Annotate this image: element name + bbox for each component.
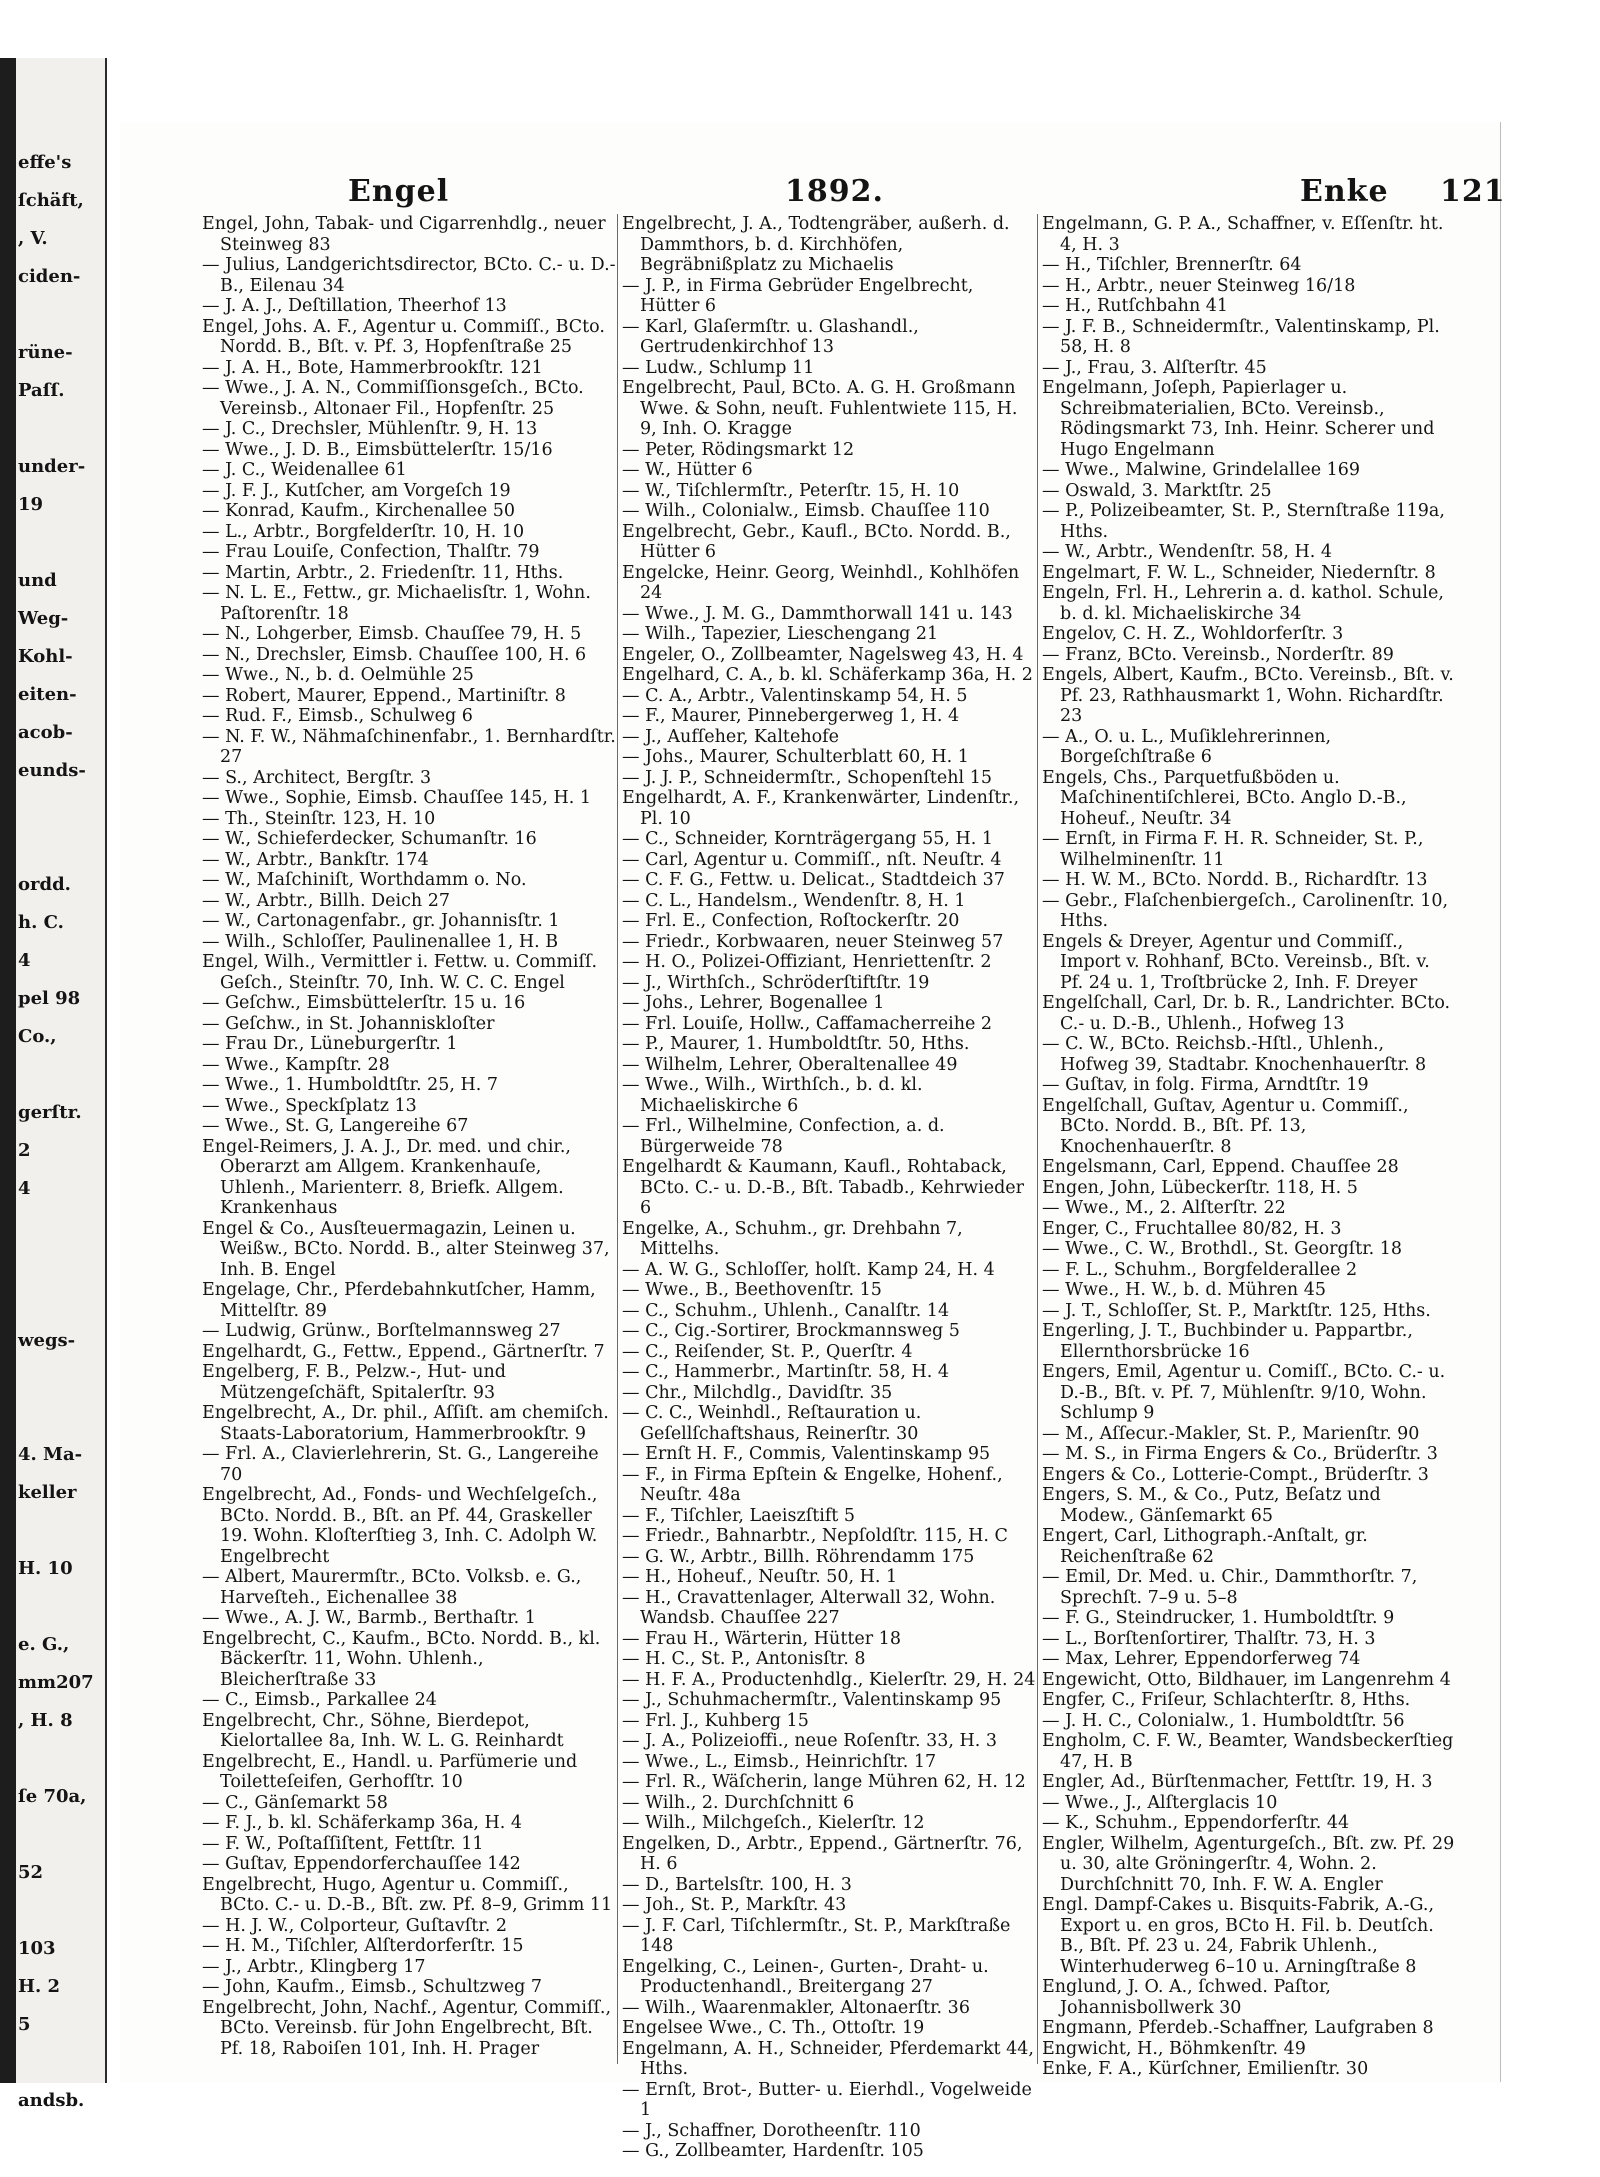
directory-entry: Engelbrecht, A., Dr. phil., Aſſiſt. am chemiſch. Staats-Laboratorium, Hammerbrookſtr. 9 [202,1403,609,1444]
directory-entry: Enger, C., Fruchtallee 80/82, H. 3 [1042,1218,1342,1239]
directory-entry: — Gebr., Flaſchenbiergeſch., Carolinenſtr. 10, Hths. [1042,890,1449,931]
previous-page-line: wegs- [18,1330,76,1351]
directory-entry: — H. O., Polizei-Offiziant, Henriettenſtr. 2 [622,952,992,972]
directory-entry: — Julius, Landgerichtsdirector, BCto. C.- u. D.-B., Eilenau 34 [202,255,616,296]
directory-entry: — Wilhelm, Lehrer, Oberaltenallee 49 [622,1054,958,1075]
directory-entry: — J. F. Carl, Tiſchlermſtr., St. P., Markſtraße 148 [622,1915,1011,1956]
previous-page-line: H. 2 [18,1976,61,1997]
directory-entry: — W., Arbtr., Wendenſtr. 58, H. 4 [1042,542,1333,562]
directory-entry: Engen, John, Lübeckerſtr. 118, H. 5 [1042,1177,1358,1198]
directory-entry: — Albert, Maurermſtr., BCto. Volksb. e. G., Harveſteh., Eichenallee 38 [202,1567,582,1608]
directory-entry: Engelmann, A. H., Schneider, Pferdemarkt 44, Hths. [622,2038,1034,2079]
directory-entry: — Ludwig, Grünw., Borſtelmannsweg 27 [202,1321,561,1341]
directory-entry: — Wwe., Sophie, Eimsb. Chauſſee 145, H. 1 [202,788,592,808]
column-2 [622,214,1037,2161]
page-number: 121 [1440,174,1506,209]
directory-page [120,122,1506,2161]
directory-entry: — Wwe., St. G, Langereihe 67 [202,1116,469,1136]
directory-entry: Engelbrecht, John, Nachf., Agentur, Commiſſ., BCto. Vereinsb. für John Engelbrecht, Bſt. Pf. 18, Raboiſen 101, Inh. H. Prager [202,1997,612,2059]
directory-entry: — F. W., Poſtaſſiſtent, Fettſtr. 11 [202,1833,484,1854]
directory-entry: — Robert, Maurer, Eppend., Martiniſtr. 8 [202,685,566,706]
directory-entry: — J., Arbtr., Klingberg 17 [202,1956,426,1977]
previous-page-line: Weg- [18,608,69,629]
directory-entry: — Th., Steinſtr. 123, H. 10 [202,808,436,829]
previous-page-line: , V. [18,228,48,249]
directory-entry: — C. F. G., Fettw. u. Delicat., Stadtdeich 37 [622,870,1005,890]
directory-entry: — Rud. F., Eimsb., Schulweg 6 [202,706,473,726]
directory-entry: — J. A., Polizeioffi., neue Roſenſtr. 33, H. 3 [622,1731,998,1751]
directory-entry: Engeln, Frl. H., Lehrerin a. d. kathol. Schule, b. d. kl. Michaeliskirche 34 [1042,583,1444,624]
directory-entry: — Wilh., Milchgeſch., Kielerſtr. 12 [622,1813,925,1833]
directory-entry: — J., Aufſeher, Kaltehofe [622,726,839,747]
directory-entry: — Wwe., J. A. N., Commiſſionsgeſch., BCto. Vereinsb., Altonaer Fil., Hopfenſtr. 25 [202,378,584,419]
page-header [120,122,1506,212]
directory-entry: Engelke, A., Schuhm., gr. Drehbahn 7, Mittelhs. [622,1218,963,1259]
directory-entry: — Frau Dr., Lüneburgerſtr. 1 [202,1034,458,1054]
directory-entry: — A., O. u. L., Muſiklehrerinnen, Borgeſchſtraße 6 [1042,726,1332,767]
header-left-word: Engel [348,174,450,209]
directory-entry: — W., Cartonagenfabr., gr. Johannisſtr. 1 [202,911,560,931]
directory-entry: — Chr., Milchdlg., Davidſtr. 35 [622,1382,893,1403]
directory-entry: Engelbrecht, Paul, BCto. A. G. H. Großmann Wwe. & Sohn, neuſt. Fuhlentwiete 115, H. 9, Inh. O. Kragge [622,378,1018,439]
directory-entry: Engelsmann, Carl, Eppend. Chauſſee 28 [1042,1157,1399,1177]
directory-entry: Engelbrecht, Chr., Söhne, Bierdepot, Kielortallee 8a, Inh. W. L. G. Reinhardt [202,1710,564,1751]
directory-entry: — Karl, Glaſermſtr. u. Glashandl., Gertrudenkirchhof 13 [622,316,919,357]
directory-entry: — Frl. E., Confection, Roſtockerſtr. 20 [622,911,960,931]
directory-entry: — D., Bartelsſtr. 100, H. 3 [622,1874,852,1895]
directory-entry: — Frl. A., Clavierlehrerin, St. G., Langereihe 70 [202,1444,599,1485]
directory-entry: Engelking, C., Leinen-, Gurten-, Draht- u. Productenhandl., Breitergang 27 [622,1956,989,1997]
header-right-word: Enke [1300,174,1389,209]
previous-page-line: acob- [18,722,73,743]
directory-entry: — M., Aſſecur.-Makler, St. P., Marienſtr. 90 [1042,1423,1420,1444]
directory-entry: Engelmart, F. W. L., Schneider, Niedernſtr. 8 [1042,562,1436,583]
directory-entry: Engel, John, Tabak- und Cigarrenhdlg., neuer Steinweg 83 [202,214,606,255]
directory-entry: — Wwe., J. D. B., Eimsbüttelerſtr. 15/16 [202,439,553,460]
previous-page-line: 52 [18,1862,44,1883]
directory-entry: Engerling, J. T., Buchbinder u. Pappartbr., Ellernthorsbrücke 16 [1042,1321,1413,1362]
directory-entry: — C. C., Weinhdl., Reſtauration u. Geſellſchaftshaus, Reinerſtr. 30 [622,1403,922,1444]
directory-entry: — W., Schieferdecker, Schumanſtr. 16 [202,829,537,849]
directory-entry: — W., Hütter 6 [622,460,753,480]
directory-entry: — N., Drechsler, Eimsb. Chauſſee 100, H. 6 [202,644,587,665]
directory-entry: — John, Kaufm., Eimsb., Schultzweg 7 [202,1977,543,1997]
previous-page-line: Paſſ. [18,380,65,401]
directory-entry: Engel-Reimers, J. A. J., Dr. med. und chir., Oberarzt am Allgem. Krankenhauſe, Uhlenh., Marienterr. 8, Briefk. Allgem. Krankenhaus [202,1136,571,1218]
directory-entry: Engl. Dampf-Cakes u. Bisquits-Fabrik, A.-G., Export u. en gros, BCto H. Fil. b. Deutſch. B., Bſt. Pf. 23 u. 24, Fabrik Uhlenh., Winterhuderweg 6–10 u. Arningſtraße 8 [1042,1895,1435,1977]
previous-page-line: keller [18,1482,77,1503]
directory-entry: — C., Hammerbr., Martinſtr. 58, H. 4 [622,1362,950,1382]
previous-page-line: gerſtr. [18,1102,82,1123]
previous-page-line: mm207 [18,1672,94,1693]
directory-entry: Engler, Wilhelm, Agenturgeſch., Bſt. zw. Pf. 29 u. 30, alte Gröningerſtr. 4, Wohn. 2. Durchſchnitt 70, Inh. F. W. A. Engler [1042,1833,1455,1895]
directory-entry: — Wilh., Waarenmakler, Altonaerſtr. 36 [622,1997,970,2018]
directory-entry: Engels & Dreyer, Agentur und Commiſſ., Import v. Rohhanf, BCto. Vereinsb., Bſt. v. Pf. 24 u. 1, Troſtbrücke 2, Inh. F. Dreyer [1042,931,1430,993]
directory-entry: — F., Tiſchler, Laeiszſtift 5 [622,1505,856,1526]
directory-entry: Engelov, C. H. Z., Wohldorferſtr. 3 [1042,624,1344,644]
directory-entry: Enke, F. A., Kürſchner, Emilienſtr. 30 [1042,2059,1369,2079]
directory-entry: — Frl. Louiſe, Hollw., Caffamacherreihe 2 [622,1013,993,1034]
directory-entry: — C., Gänſemarkt 58 [202,1792,388,1813]
directory-entry: — Wwe., 1. Humboldtſtr. 25, H. 7 [202,1075,499,1095]
directory-entry: — W., Maſchiniſt, Worthdamm o. No. [202,870,527,890]
previous-page-line: pel 98 [18,988,81,1009]
directory-entry: — Wilh., 2. Durchſchnitt 6 [622,1792,855,1813]
directory-entry: — F., Maurer, Pinnebergerweg 1, H. 4 [622,706,960,726]
directory-entry: — F. G., Steindrucker, 1. Humboldtſtr. 9 [1042,1608,1395,1628]
previous-page-line: h. C. [18,912,64,933]
previous-page-line: Co., [18,1026,57,1047]
directory-entry: Engler, Ad., Bürſtenmacher, Fettſtr. 19, H. 3 [1042,1772,1433,1792]
directory-entry: — Emil, Dr. Med. u. Chir., Dammthorſtr. 7, Sprechſt. 7–9 u. 5–8 [1042,1567,1418,1608]
column-3 [1042,214,1457,2079]
directory-entry: Engelhard, C. A., b. kl. Schäferkamp 36a, H. 2 [622,665,1033,685]
directory-entry: Engert, Carl, Lithograph.-Anſtalt, gr. Reichenſtraße 62 [1042,1526,1368,1567]
previous-page-line: und [18,570,57,591]
directory-entry: — C., Reiſender, St. P., Querſtr. 4 [622,1341,913,1362]
directory-entry: — Franz, BCto. Vereinsb., Norderſtr. 89 [1042,644,1394,665]
directory-entry: — Ernſt H. F., Commis, Valentinskamp 95 [622,1444,991,1464]
previous-page-line: ciden- [18,266,81,287]
directory-entry: — Peter, Rödingsmarkt 12 [622,439,855,460]
directory-entry: Engels, Albert, Kaufm., BCto. Vereinsb., Bſt. v. Pf. 23, Rathhausmarkt 1, Wohn. Richardſtr. 23 [1042,665,1454,726]
directory-entry: — Max, Lehrer, Eppendorferweg 74 [1042,1649,1361,1669]
directory-entry: — H. W. M., BCto. Nordd. B., Richardſtr. 13 [1042,870,1428,890]
directory-entry: — Geſchw., Eimsbüttelerſtr. 15 u. 16 [202,993,526,1013]
directory-entry: Engelberg, F. B., Pelzw.-, Hut- und Mützengeſchäft, Spitalerſtr. 93 [202,1362,506,1403]
directory-entry: — N., Lohgerber, Eimsb. Chauſſee 79, H. 5 [202,624,582,644]
directory-entry: — Wwe., Speckſplatz 13 [202,1095,417,1116]
directory-entry: — F., in Firma Epſtein & Engelke, Hohenf., Neuſtr. 48a [622,1464,1003,1505]
directory-entry: — F. L., Schuhm., Borgfelderallee 2 [1042,1259,1358,1280]
directory-entry: Engeler, O., Zollbeamter, Nagelsweg 43, H. 4 [622,644,1024,665]
directory-entry: — Wwe., M., 2. Alſterſtr. 22 [1042,1198,1286,1218]
directory-entry: — J., Schaffner, Dorotheenſtr. 110 [622,2120,921,2141]
directory-entry: — Guſtav, Eppendorferchauſſee 142 [202,1854,521,1874]
directory-entry: — P., Polizeibeamter, St. P., Sternſtraße 119a, Hths. [1042,501,1445,542]
directory-entry: — H. F. A., Productenhdlg., Kielerſtr. 29, H. 24 [622,1669,1036,1690]
previous-page-line: eunds- [18,760,86,781]
directory-entry: — J., Wirthſch., Schröderſtiftſtr. 19 [622,972,930,993]
directory-entry: Engelbrecht, Ad., Fonds- und Wechſelgeſch., BCto. Nordd. B., Bſt. an Pf. 44, Graskeller 19. Wohn. Kloſterſtieg 3, Inh. C. Adolph W. Engelbrecht [202,1485,598,1567]
directory-entry: — J. C., Drechsler, Mühlenſtr. 9, H. 13 [202,419,538,439]
directory-entry: — Friedr., Korbwaaren, neuer Steinweg 57 [622,931,1004,952]
directory-entry: — Johs., Maurer, Schulterblatt 60, H. 1 [622,747,969,767]
directory-entry: Engers, Emil, Agentur u. Comiſſ., BCto. C.- u. D.-B., Bſt. v. Pf. 7, Mühlenſtr. 9/10, Wohn. Schlump 9 [1042,1362,1446,1423]
directory-entry: — J. F. J., Kutſcher, am Vorgeſch 19 [202,480,511,501]
directory-entry: Engelage, Chr., Pferdebahnkutſcher, Hamm, Mittelſtr. 89 [202,1280,596,1321]
previous-page-line: 2 [18,1140,31,1161]
directory-entry: Engwicht, H., Böhmkenſtr. 49 [1042,2038,1306,2059]
directory-entry: — Carl, Agentur u. Commiſſ., nſt. Neuſtr. 4 [622,849,1002,870]
directory-entry: — J., Frau, 3. Alſterſtr. 45 [1042,357,1267,378]
directory-entry: — Wwe., L., Eimsb., Heinrichſtr. 17 [622,1751,937,1772]
directory-entry: Engelhardt & Kaumann, Kaufl., Rohtaback, BCto. C.- u. D.-B., Bſt. Tabadb., Kehrwieder 6 [622,1157,1025,1218]
previous-page-line: H. 10 [18,1558,73,1579]
directory-entry: — H., Arbtr., neuer Steinweg 16/18 [1042,275,1356,296]
directory-entry: — C., Eimsb., Parkallee 24 [202,1690,437,1710]
previous-page-line: under- [18,456,86,477]
directory-entry: — C. A., Arbtr., Valentinskamp 54, H. 5 [622,685,968,706]
previous-page-line: 19 [18,494,44,515]
directory-entry: — C. W., BCto. Reichsb.-Hſtl., Uhlenh., Hofweg 39, Stadtabr. Knochenhauerſtr. 8 [1042,1034,1427,1075]
directory-entry: — M. S., in Firma Engers & Co., Brüderſtr. 3 [1042,1444,1438,1464]
previous-page-line: ſe 70a, [18,1786,87,1807]
directory-entry: Engel & Co., Ausſteuermagazin, Leinen u. Weißw., BCto. Nordd. B., alter Steinweg 37, Inh. B. Engel [202,1218,610,1280]
directory-entry: — H., Cravattenlager, Alterwall 32, Wohn. Wandsb. Chauſſee 227 [622,1587,996,1628]
directory-entry: Engelhardt, G., Fettw., Eppend., Gärtnerſtr. 7 [202,1341,605,1362]
directory-entry: Engelsee Wwe., C. Th., Ottoſtr. 19 [622,2018,925,2038]
directory-entry: — J. P., in Firma Gebrüder Engelbrecht, Hütter 6 [622,275,974,316]
directory-entry: — Ernſt, in Firma F. H. R. Schneider, St. P., Wilhelminenſtr. 11 [1042,829,1424,870]
directory-entry: — C., Cig.-Sortirer, Brockmannsweg 5 [622,1321,960,1341]
directory-entry: — C. L., Handelsm., Wendenſtr. 8, H. 1 [622,890,966,911]
directory-entry: — Ludw., Schlump 11 [622,357,815,378]
directory-entry: — Frau Louiſe, Confection, Thalſtr. 79 [202,542,540,562]
directory-entry: — C., Schneider, Kornträgergang 55, H. 1 [622,829,994,849]
previous-page-line: 4. Ma- [18,1444,83,1465]
directory-entry: Engers, S. M., & Co., Putz, Beſatz und Modew., Gänſemarkt 65 [1042,1485,1381,1526]
directory-entry: — S., Architect, Bergſtr. 3 [202,767,432,788]
directory-entry: Engelhardt, A. F., Krankenwärter, Lindenſtr., Pl. 10 [622,788,1020,829]
directory-entry: — Wwe., J., Alſterglacis 10 [1042,1792,1278,1813]
previous-page-line: 4 [18,1178,31,1199]
directory-entry: — Frl., Wilhelmine, Confection, a. d. Bürgerweide 78 [622,1116,945,1157]
directory-entry: — Guſtav, in folg. Firma, Arndtſtr. 19 [1042,1075,1369,1095]
directory-entry: — Wwe., C. W., Brothdl., St. Georgſtr. 18 [1042,1239,1403,1259]
directory-entry: — Joh., St. P., Markſtr. 43 [622,1895,847,1915]
directory-entry: — H., Hoheuf., Neuſtr. 50, H. 1 [622,1567,898,1587]
directory-entry: Engelbrecht, E., Handl. u. Parfümerie und Toiletteſeifen, Gerhofſtr. 10 [202,1751,578,1792]
directory-entry: — G. W., Arbtr., Billh. Röhrendamm 175 [622,1546,975,1567]
directory-entry: — Friedr., Bahnarbtr., Nepſoldſtr. 115, H. C [622,1526,1008,1546]
previous-page-fragment [0,58,107,2111]
previous-page-line: , H. 8 [18,1710,73,1731]
column-divider [617,214,618,2064]
directory-entry: — Oswald, 3. Marktſtr. 25 [1042,480,1272,501]
directory-entry: — C., Schuhm., Uhlenh., Canalſtr. 14 [622,1300,950,1321]
directory-entry: — Wwe., H. W., b. d. Mühren 45 [1042,1280,1327,1300]
directory-entry: — Wilh., Tapezier, Lieschengang 21 [622,624,939,644]
directory-entry: — W., Arbtr., Billh. Deich 27 [202,890,450,911]
directory-entry: — W., Tiſchlermſtr., Peterſtr. 15, H. 10 [622,480,960,501]
directory-entry: — L., Arbtr., Borgfelderſtr. 10, H. 10 [202,521,525,542]
previous-page-line: Kohl- [18,646,73,667]
directory-entry: — J. J. P., Schneidermſtr., Schopenſtehl 15 [622,767,992,788]
directory-entry: — A. W. G., Schloſſer, holſt. Kamp 24, H. 4 [622,1259,995,1280]
directory-entry: Engelbrecht, J. A., Todtengräber, außerh. d. Dammthors, b. d. Kirchhöfen, Begräbnißplatz zu Michaelis [622,214,1010,275]
directory-entry: — Konrad, Kaufm., Kirchenallee 50 [202,501,516,521]
directory-entry: Engel, Wilh., Vermittler i. Fettw. u. Commiſſ. Geſch., Steinſtr. 70, Inh. W. C. C. Engel [202,952,598,993]
directory-entry: — Wilh., Schloſſer, Paulinenallee 1, H. B [202,931,559,952]
directory-entry: Engewicht, Otto, Bildhauer, im Langenrehm 4 [1042,1669,1451,1690]
directory-entry: Engelbrecht, C., Kaufm., BCto. Nordd. B., kl. Bäckerſtr. 11, Wohn. Uhlenh., Bleicherſtraße 33 [202,1628,601,1690]
directory-entry: Engel, Johs. A. F., Agentur u. Commiſſ., BCto. Nordd. B., Bſt. v. Pf. 3, Hopfenſtraße 25 [202,316,605,357]
directory-entry: — Wwe., Wilh., Wirthſch., b. d. kl. Michaeliskirche 6 [622,1075,923,1116]
directory-entry: — G., Zollbeamter, Hardenſtr. 105 [622,2141,924,2161]
directory-entry: — W., Arbtr., Bankſtr. 174 [202,849,429,870]
directory-entry: Engers & Co., Lotterie-Compt., Brüderſtr. 3 [1042,1464,1429,1485]
directory-entry: — J., Schuhmachermſtr., Valentinskamp 95 [622,1690,1002,1710]
directory-entry: Englund, J. O. A., ſchwed. Paſtor, Johannisbollwerk 30 [1042,1977,1331,2018]
directory-entry: Engfer, C., Friſeur, Schlachterſtr. 8, Hths. [1042,1690,1411,1710]
previous-page-line: eiten- [18,684,77,705]
directory-entry: — Martin, Arbtr., 2. Friedenſtr. 11, Hths. [202,562,564,583]
directory-entry: Engmann, Pferdeb.-Schaffner, Laufgraben 8 [1042,2018,1434,2038]
directory-entry: — P., Maurer, 1. Humboldtſtr. 50, Hths. [622,1034,970,1054]
previous-page-line: 4 [18,950,31,971]
directory-entry: — Wwe., A. J. W., Barmb., Berthaſtr. 1 [202,1608,536,1628]
directory-entry: — Wwe., B., Beethovenſtr. 15 [622,1280,882,1300]
directory-entry: — J. A. H., Bote, Hammerbrookſtr. 121 [202,357,543,378]
directory-entry: — H., Tiſchler, Brennerſtr. 64 [1042,255,1302,275]
directory-entry: — H. C., St. P., Antonisſtr. 8 [622,1649,866,1669]
directory-entry: Engelmann, Joſeph, Papierlager u. Schreibmaterialien, BCto. Vereinsb., Rödingsmarkt 73, Inh. Heinr. Scherer und Hugo Engelmann [1042,378,1435,460]
directory-entry: — N. L. E., Fettw., gr. Michaelisſtr. 1, Wohn. Paſtorenſtr. 18 [202,583,591,624]
directory-entry: — Wwe., N., b. d. Oelmühle 25 [202,665,474,685]
directory-entry: — K., Schuhm., Eppendorferſtr. 44 [1042,1813,1350,1833]
directory-entry: — H. M., Tiſchler, Alſterdorferſtr. 15 [202,1936,524,1956]
directory-entry: Engels, Chs., Parquetfußböden u. Maſchinentiſchlerei, BCto. Anglo D.-B., Hoheuf., Neuſtr. 34 [1042,767,1407,829]
directory-entry: Engelcke, Heinr. Georg, Weinhdl., Kohlhöfen 24 [622,562,1020,603]
directory-entry: Engelſchall, Guſtav, Agentur u. Commiſſ., BCto. Nordd. B., Bſt. Pf. 13, Knochenhauerſtr. 8 [1042,1095,1409,1157]
directory-entry: — Wwe., J. M. G., Dammthorwall 141 u. 143 [622,603,1013,624]
previous-page-line: andsb. [18,2090,85,2111]
directory-entry: — H. J. W., Colporteur, Guſtavſtr. 2 [202,1915,507,1936]
previous-page-line: 103 [18,1938,56,1959]
directory-entry: — Johs., Lehrer, Bogenallee 1 [622,993,885,1013]
previous-page-line: 5 [18,2014,31,2035]
directory-entry: — J. T., Schloſſer, St. P., Marktſtr. 125, Hths. [1042,1300,1431,1321]
directory-entry: — Wilh., Colonialw., Eimsb. Chauſſee 110 [622,501,990,521]
column-divider [1037,214,1038,2064]
directory-entry: — L., Borſtenſortirer, Thalſtr. 73, H. 3 [1042,1628,1376,1649]
directory-entry: Engelken, D., Arbtr., Eppend., Gärtnerſtr. 76, H. 6 [622,1833,1023,1874]
directory-entry: — Frl. R., Wäſcherin, lange Mühren 62, H. 12 [622,1772,1026,1792]
directory-entry: — Frau H., Wärterin, Hütter 18 [622,1628,901,1649]
page-edge-shadow [0,58,16,2083]
directory-entry: — N. F. W., Nähmaſchinenfabr., 1. Bernhardſtr. 27 [202,726,616,767]
directory-entry: Engelſchall, Carl, Dr. b. R., Landrichter. BCto. C.- u. D.-B., Uhlenh., Hofweg 13 [1042,993,1451,1034]
directory-entry: — J. A. J., Deſtillation, Theerhof 13 [202,296,507,316]
directory-entry: — J. F. B., Schneidermſtr., Valentinskamp, Pl. 58, H. 8 [1042,316,1440,357]
directory-entry: — Geſchw., in St. Johanniskloſter [202,1013,495,1034]
directory-entry: — F. J., b. kl. Schäferkamp 36a, H. 4 [202,1813,523,1833]
previous-page-line: effe's [18,152,72,173]
directory-entry: — J. H. C., Colonialw., 1. Humboldtſtr. 56 [1042,1710,1405,1731]
directory-entry: — Frl. J., Kuhberg 15 [622,1710,809,1731]
directory-entry: — Wwe., Kampſtr. 28 [202,1054,390,1075]
directory-entry: Engholm, C. F. W., Beamter, Wandsbeckerſtieg 47, H. B [1042,1731,1454,1772]
directory-entry: Engelmann, G. P. A., Schaffner, v. Eſſenſtr. ht. 4, H. 3 [1042,214,1444,255]
directory-entry: — H., Rutſchbahn 41 [1042,296,1229,316]
column-1 [202,214,617,2074]
directory-entry: — Wwe., Malwine, Grindelallee 169 [1042,460,1361,480]
previous-page-line: ſchäft, [18,190,84,211]
header-year: 1892. [785,174,884,209]
directory-entry: — Ernſt, Brot-, Butter- u. Eierhdl., Vogelweide 1 [622,2079,1032,2120]
previous-page-line: rüne- [18,342,73,363]
directory-entry: Engelbrecht, Hugo, Agentur u. Commiſſ., BCto. C.- u. D.-B., Bſt. zw. Pf. 8–9, Grimm 11 [202,1874,613,1915]
previous-page-line: ordd. [18,874,71,895]
directory-entry: Engelbrecht, Gebr., Kaufl., BCto. Nordd. B., Hütter 6 [622,521,1011,562]
previous-page-line: e. G., [18,1634,70,1655]
directory-entry: — J. C., Weidenallee 61 [202,460,407,480]
